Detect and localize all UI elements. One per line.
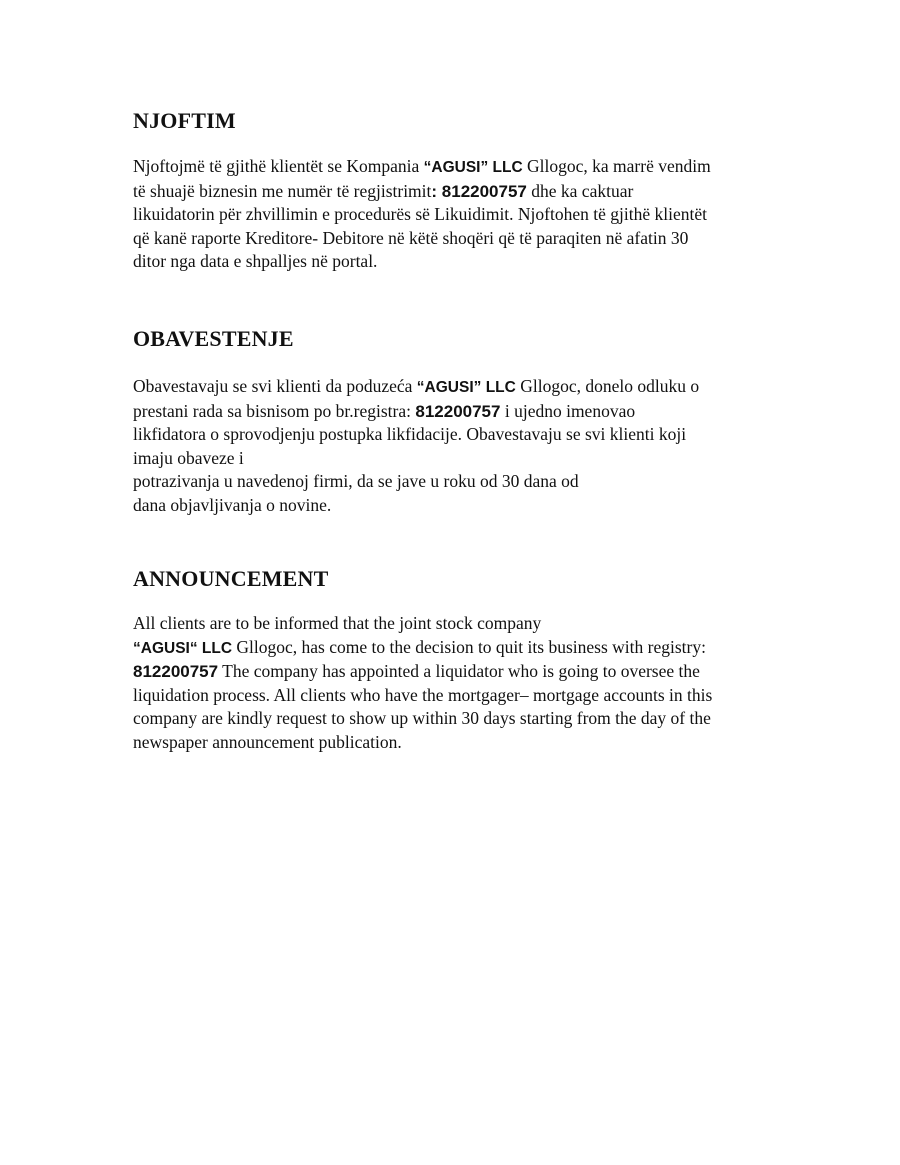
serbian-notice: [133, 326, 783, 517]
albanian-line-4: që kanë raporte Kreditore- Debitore në këtë shoqëri që të paraqiten në afatin 30: [133, 227, 689, 248]
text-run: të shuajë biznesin me numër të regjistrimit: [133, 180, 432, 201]
serbian-line-2: [133, 400, 783, 424]
serbian-line-5: potrazivanja u navedenoj firmi, da se jave u roku od 30 dana od: [133, 471, 579, 491]
text-run: i ujedno imenovao: [500, 400, 636, 421]
text-run: Gllogoc, donelo odluku o: [515, 376, 700, 396]
albanian-heading: NJOFTIM: [133, 108, 236, 133]
english-line-2: [133, 636, 783, 661]
english-line-5: company are kindly request to show up within 30 days starting from the day of the: [133, 708, 711, 728]
company-name: “AGUSI” LLC: [416, 379, 516, 396]
registration-number: 812200757: [133, 662, 219, 681]
english-line-6: newspaper announcement publication.: [133, 731, 402, 752]
company-name: “AGUSI“ LLC: [133, 639, 233, 657]
albanian-paragraph: [133, 155, 783, 274]
english-paragraph: [133, 612, 783, 754]
text-run: dhe ka caktuar: [526, 180, 634, 201]
english-notice: [133, 566, 783, 754]
english-heading: ANNOUNCEMENT: [133, 566, 329, 591]
text-run: Gllogoc, ka marrë vendim: [522, 156, 711, 176]
colon-mark: :: [431, 181, 438, 201]
albanian-line-1: [133, 155, 783, 180]
serbian-line-3: likfidatora o sprovodjenju postupka likfidacije. Obavestavaju se svi klienti koji: [133, 424, 687, 444]
registration-number: 812200757: [415, 401, 501, 421]
albanian-line-3: likuidatorin për zhvillimin e procedurës së Likuidimit. Njoftohen të gjithë klientët: [133, 204, 707, 224]
registration-number: 812200757: [437, 181, 527, 201]
serbian-heading: OBAVESTENJE: [133, 326, 294, 351]
serbian-line-4: imaju obaveze i: [133, 447, 244, 468]
text-run: The company has appointed a liquidator who is going to oversee the: [218, 661, 700, 681]
text-run: Gllogoc, has come to the decision to quit its business with registry:: [232, 636, 706, 657]
text-run: Obavestavaju se svi klienti da poduzeća: [133, 376, 417, 396]
albanian-line-2: [133, 180, 783, 204]
text-run: Njoftojmë të gjithë klientët se Kompania: [133, 156, 424, 176]
albanian-line-5: ditor nga data e shpalljes në portal.: [133, 251, 378, 271]
albanian-notice: [133, 108, 783, 274]
english-line-3: [133, 660, 783, 684]
english-line-1: All clients are to be informed that the joint stock company: [133, 613, 542, 633]
serbian-paragraph: [133, 375, 783, 517]
serbian-line-1: [133, 375, 783, 400]
text-run: prestani rada sa bisnisom po br.registra:: [133, 400, 416, 421]
serbian-line-6: dana objavljivanja o novine.: [133, 494, 332, 515]
english-line-4: liquidation process. All clients who have the mortgager– mortgage accounts in this: [133, 684, 713, 705]
company-name: “AGUSI” LLC: [423, 159, 523, 176]
